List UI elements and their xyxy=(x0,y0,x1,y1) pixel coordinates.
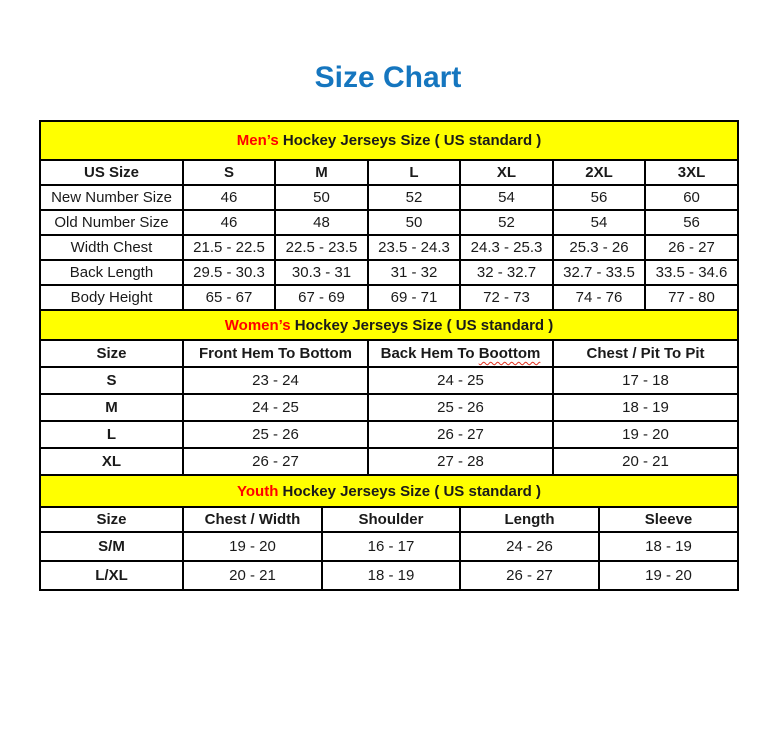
row-label: Back Length xyxy=(40,260,183,285)
size-value-cell: 72 - 73 xyxy=(460,285,553,310)
page-title: Size Chart xyxy=(314,61,462,94)
row-label: Width Chest xyxy=(40,235,183,260)
column-header-m: M xyxy=(275,160,368,185)
mens-size-table xyxy=(39,120,739,311)
size-value-cell: 26 - 27 xyxy=(645,235,738,260)
row-label: New Number Size xyxy=(40,185,183,210)
mens-section-title: Hockey Jerseys Size ( US standard ) xyxy=(278,132,542,149)
table-row-new-number-size xyxy=(40,185,738,210)
size-value-cell: 24.3 - 25.3 xyxy=(460,235,553,260)
size-value-cell: 52 xyxy=(368,185,460,210)
youth-section-band-row xyxy=(40,475,738,507)
size-value-cell: 17 - 18 xyxy=(553,367,738,394)
size-value-cell: 18 - 19 xyxy=(322,561,460,590)
youth-header-row xyxy=(40,507,738,532)
size-value-cell: 18 - 19 xyxy=(599,532,738,561)
column-header-chest-pit: Chest / Pit To Pit xyxy=(553,340,738,367)
size-value-cell: 32 - 32.7 xyxy=(460,260,553,285)
row-label: S xyxy=(40,367,183,394)
size-value-cell: 32.7 - 33.5 xyxy=(553,260,645,285)
size-value-cell: 67 - 69 xyxy=(275,285,368,310)
table-row-body-height xyxy=(40,285,738,310)
size-value-cell: 48 xyxy=(275,210,368,235)
table-row-womens-l xyxy=(40,421,738,448)
womens-section-header xyxy=(40,310,738,340)
size-value-cell: 26 - 27 xyxy=(183,448,368,475)
size-value-cell: 24 - 26 xyxy=(460,532,599,561)
size-value-cell: 29.5 - 30.3 xyxy=(183,260,275,285)
table-row-width-chest xyxy=(40,235,738,260)
size-value-cell: 33.5 - 34.6 xyxy=(645,260,738,285)
size-value-cell: 19 - 20 xyxy=(599,561,738,590)
size-value-cell: 24 - 25 xyxy=(183,394,368,421)
column-header-size: Size xyxy=(40,340,183,367)
back-hem-misspelled-word: Boottom xyxy=(478,345,541,362)
size-value-cell: 18 - 19 xyxy=(553,394,738,421)
youth-section-highlight: Youth xyxy=(237,482,279,500)
size-value-cell: 56 xyxy=(645,210,738,235)
table-row-youth-lxl xyxy=(40,561,738,590)
size-value-cell: 54 xyxy=(553,210,645,235)
size-value-cell: 25 - 26 xyxy=(368,394,553,421)
size-value-cell: 54 xyxy=(460,185,553,210)
size-value-cell: 65 - 67 xyxy=(183,285,275,310)
column-header-front-hem: Front Hem To Bottom xyxy=(183,340,368,367)
womens-size-table xyxy=(39,309,739,476)
table-row-womens-xl xyxy=(40,448,738,475)
size-value-cell: 27 - 28 xyxy=(368,448,553,475)
column-header-size: Size xyxy=(40,507,183,532)
table-row-womens-s xyxy=(40,367,738,394)
size-value-cell: 25.3 - 26 xyxy=(553,235,645,260)
size-value-cell: 26 - 27 xyxy=(460,561,599,590)
size-value-cell: 16 - 17 xyxy=(322,532,460,561)
size-chart xyxy=(39,120,737,591)
womens-section-highlight: Women’s xyxy=(224,316,291,334)
column-header-shoulder: Shoulder xyxy=(322,507,460,532)
size-value-cell: 23.5 - 24.3 xyxy=(368,235,460,260)
column-header-length: Length xyxy=(460,507,599,532)
youth-size-table xyxy=(39,474,739,591)
size-value-cell: 31 - 32 xyxy=(368,260,460,285)
row-label: Old Number Size xyxy=(40,210,183,235)
womens-section-band-row xyxy=(40,310,738,340)
table-row-old-number-size xyxy=(40,210,738,235)
mens-section-highlight: Men’s xyxy=(236,132,279,149)
column-header-back-hem xyxy=(368,340,553,367)
mens-section-header xyxy=(40,121,738,160)
size-value-cell: 46 xyxy=(183,210,275,235)
column-header-s: S xyxy=(183,160,275,185)
womens-header-row xyxy=(40,340,738,367)
column-header-xl: XL xyxy=(460,160,553,185)
table-row-youth-sm xyxy=(40,532,738,561)
column-header-2xl: 2XL xyxy=(553,160,645,185)
size-value-cell: 20 - 21 xyxy=(553,448,738,475)
size-value-cell: 22.5 - 23.5 xyxy=(275,235,368,260)
row-label: L xyxy=(40,421,183,448)
column-header-chest-width: Chest / Width xyxy=(183,507,322,532)
mens-header-row xyxy=(40,160,738,185)
size-value-cell: 52 xyxy=(460,210,553,235)
size-value-cell: 50 xyxy=(368,210,460,235)
size-value-cell: 56 xyxy=(553,185,645,210)
row-label: XL xyxy=(40,448,183,475)
size-value-cell: 74 - 76 xyxy=(553,285,645,310)
back-hem-prefix: Back Hem To xyxy=(380,345,479,362)
document-page xyxy=(0,60,776,752)
youth-section-header xyxy=(40,475,738,507)
column-header-3xl: 3XL xyxy=(645,160,738,185)
row-label: S/M xyxy=(40,532,183,561)
size-value-cell: 69 - 71 xyxy=(368,285,460,310)
size-value-cell: 21.5 - 22.5 xyxy=(183,235,275,260)
size-value-cell: 19 - 20 xyxy=(183,532,322,561)
column-header-sleeve: Sleeve xyxy=(599,507,738,532)
size-value-cell: 26 - 27 xyxy=(368,421,553,448)
youth-section-title: Hockey Jerseys Size ( US standard ) xyxy=(278,482,541,500)
size-value-cell: 46 xyxy=(183,185,275,210)
column-header-us-size: US Size xyxy=(40,160,183,185)
size-value-cell: 50 xyxy=(275,185,368,210)
size-value-cell: 30.3 - 31 xyxy=(275,260,368,285)
size-value-cell: 60 xyxy=(645,185,738,210)
mens-section-band-row xyxy=(40,121,738,160)
size-value-cell: 19 - 20 xyxy=(553,421,738,448)
column-header-l: L xyxy=(368,160,460,185)
womens-section-title: Hockey Jerseys Size ( US standard ) xyxy=(290,316,554,334)
size-value-cell: 23 - 24 xyxy=(183,367,368,394)
row-label: L/XL xyxy=(40,561,183,590)
size-value-cell: 25 - 26 xyxy=(183,421,368,448)
row-label: Body Height xyxy=(40,285,183,310)
size-value-cell: 24 - 25 xyxy=(368,367,553,394)
size-value-cell: 20 - 21 xyxy=(183,561,322,590)
table-row-back-length xyxy=(40,260,738,285)
table-row-womens-m xyxy=(40,394,738,421)
row-label: M xyxy=(40,394,183,421)
size-value-cell: 77 - 80 xyxy=(645,285,738,310)
